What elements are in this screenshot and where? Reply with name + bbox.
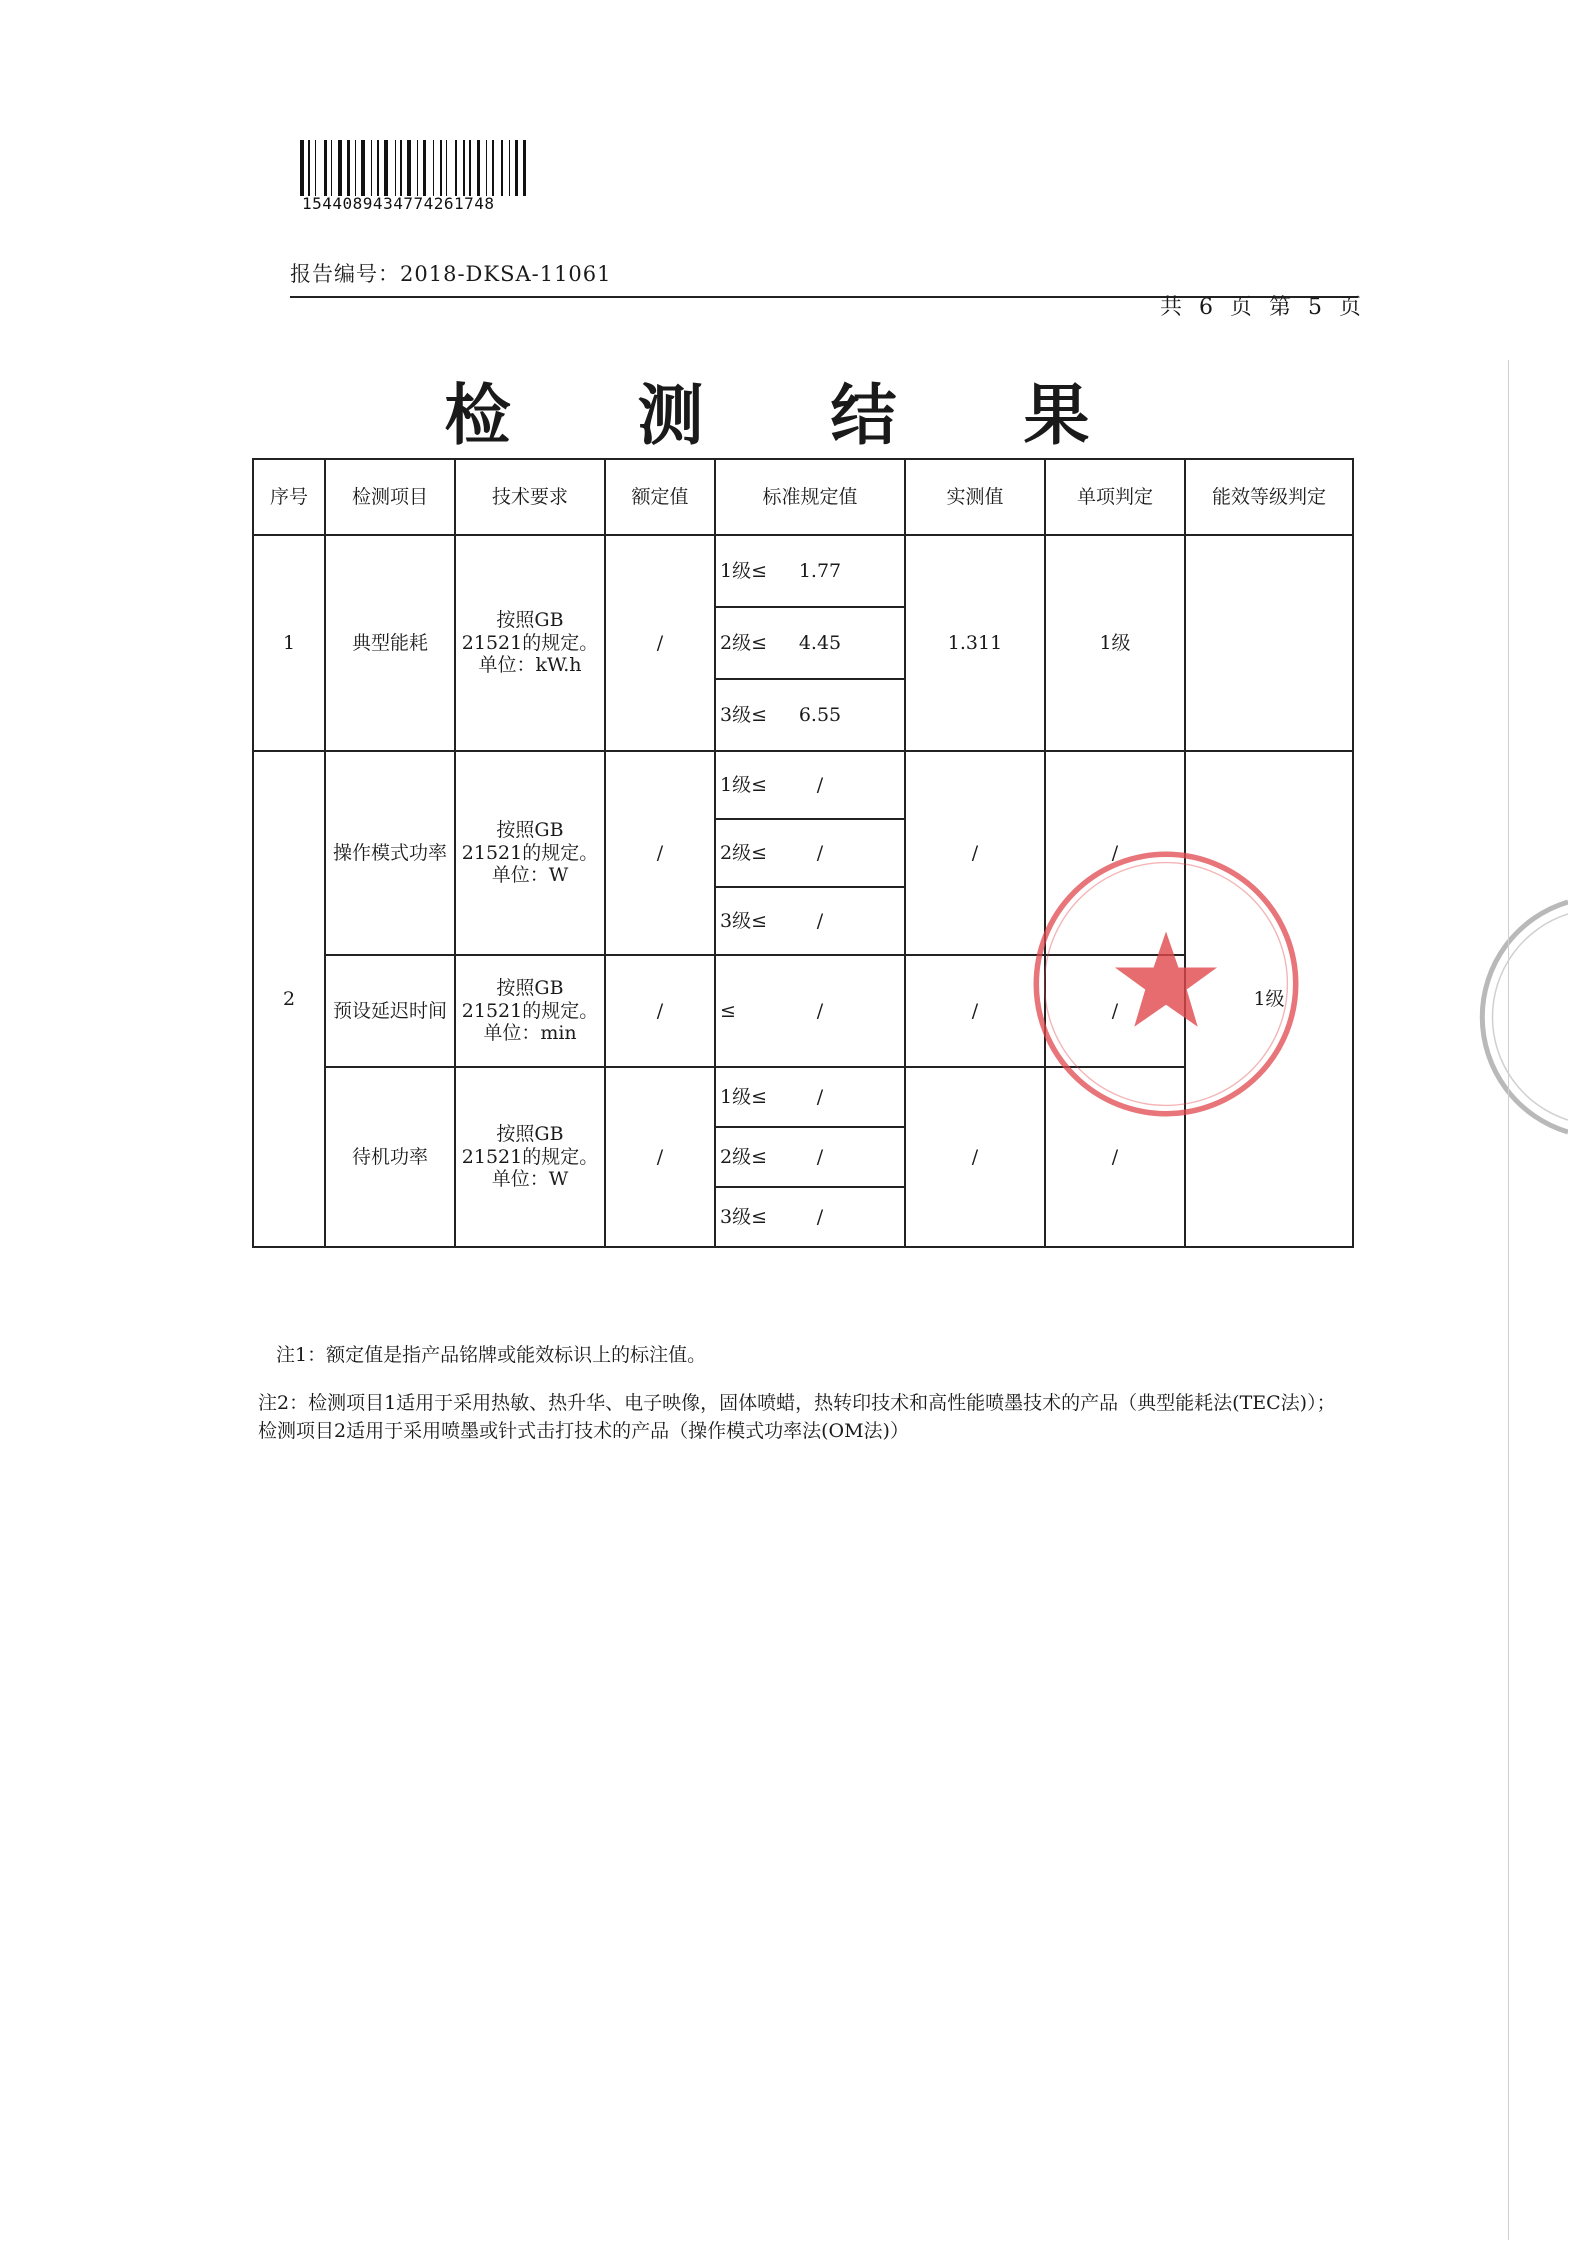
- barcode-bar: [505, 140, 506, 196]
- standard-cell: [715, 819, 905, 887]
- barcode-bar: [315, 140, 316, 196]
- barcode: [300, 140, 532, 196]
- barcode-bar: [511, 140, 513, 196]
- note-2: 注2：检测项目1适用于采用热敏、热升华、电子映像，固体喷蜡，热转印技术和高性能喷墨技术的产品（典型能耗法(TEC法)）；检测项目2适用于采用喷墨或针式击打技术的产品（操作模式功率法(OM法)）: [258, 1392, 1336, 1442]
- note-1: 注1：额定值是指产品铭牌或能效标识上的标注值。: [276, 1344, 707, 1366]
- barcode-bar: [419, 140, 421, 196]
- barcode-bar: [521, 140, 522, 196]
- barcode-bar: [417, 140, 418, 196]
- standard-value: /: [816, 841, 824, 864]
- item-name: 预设延迟时间: [325, 955, 455, 1067]
- page-title: 检 测 结 果: [444, 377, 1142, 454]
- header-seq: 序号: [253, 459, 325, 535]
- requirement-line: 单位：kW.h: [478, 654, 582, 677]
- header-standard: 标准规定值: [715, 459, 905, 535]
- barcode-bar: [324, 140, 326, 196]
- barcode-bar: [482, 140, 483, 196]
- requirement-line: 21521的规定。: [461, 631, 599, 654]
- barcode-bar: [501, 140, 503, 196]
- standard-cell: [715, 1127, 905, 1187]
- measured-cell: 1.311: [905, 535, 1045, 751]
- standard-level: 2级≤: [720, 841, 768, 864]
- page-info: 共 6 页 第 5 页: [1160, 295, 1366, 320]
- requirement-line: 21521的规定。: [461, 999, 599, 1022]
- barcode-bar: [528, 140, 529, 196]
- standard-value: /: [816, 1205, 824, 1228]
- seq-cell: 1: [253, 535, 325, 751]
- barcode-bar: [413, 140, 414, 196]
- rated-cell: /: [605, 751, 715, 955]
- barcode-bar: [390, 140, 392, 196]
- standard-level: 1级≤: [720, 559, 768, 582]
- requirement-line: 按照GB: [496, 1122, 564, 1145]
- barcode-bar: [496, 140, 500, 196]
- table-row: [253, 751, 1353, 819]
- standard-cell: [715, 535, 905, 607]
- rated-cell: /: [605, 535, 715, 751]
- standard-cell: [715, 955, 905, 1067]
- judgement-cell: /: [1045, 751, 1185, 955]
- barcode-bar: [305, 140, 306, 196]
- standard-level: 3级≤: [720, 1205, 768, 1228]
- barcode-bar: [347, 140, 349, 196]
- barcode-bar: [344, 140, 345, 196]
- barcode-bar: [433, 140, 434, 196]
- barcode-number: 1544089434774261748: [302, 194, 495, 213]
- requirement-line: 按照GB: [496, 818, 564, 841]
- barcode-bar: [407, 140, 411, 196]
- barcode-bar: [450, 140, 454, 196]
- barcode-bar: [443, 140, 444, 196]
- rated-cell: /: [605, 955, 715, 1067]
- requirement-cell: [455, 955, 605, 1067]
- requirement-line: 单位：W: [491, 1168, 569, 1191]
- standard-cell: [715, 1187, 905, 1247]
- standard-level: 1级≤: [720, 1085, 768, 1108]
- header-grade: 能效等级判定: [1185, 459, 1353, 535]
- barcode-bar: [428, 140, 432, 196]
- judgement-cell: /: [1045, 1067, 1185, 1247]
- final-grade-cell: 1级: [1185, 751, 1353, 1247]
- standard-value: /: [816, 999, 824, 1022]
- barcode-bar: [395, 140, 396, 196]
- barcode-bar: [382, 140, 383, 196]
- company-seal: [1028, 846, 1304, 1122]
- judgement-cell: /: [1045, 955, 1185, 1067]
- header-requirement: 技术要求: [455, 459, 605, 535]
- barcode-bar: [509, 140, 510, 196]
- item-name: 待机功率: [325, 1067, 455, 1247]
- barcode-bar: [377, 140, 379, 196]
- report-number: 报告编号：2018-DKSA-11061: [290, 262, 612, 286]
- header-rated: 额定值: [605, 459, 715, 535]
- standard-cell: [715, 679, 905, 751]
- requirement-line: 单位：min: [483, 1022, 577, 1045]
- standard-level: 1级≤: [720, 773, 768, 796]
- barcode-bar: [318, 140, 322, 196]
- barcode-bar: [373, 140, 375, 196]
- requirement-cell: [455, 1067, 605, 1247]
- barcode-bar: [459, 140, 460, 196]
- barcode-bar: [436, 140, 437, 196]
- header-item: 检测项目: [325, 459, 455, 535]
- barcode-bar: [308, 140, 310, 196]
- barcode-bar: [384, 140, 388, 196]
- requirement-line: 按照GB: [496, 608, 564, 631]
- barcode-bar: [446, 140, 447, 196]
- standard-level: 2级≤: [720, 631, 768, 654]
- requirement-line: 按照GB: [496, 976, 564, 999]
- judgement-cell: 1级: [1045, 535, 1185, 751]
- barcode-bar: [523, 140, 527, 196]
- barcode-bar: [355, 140, 356, 196]
- barcode-bar: [400, 140, 402, 196]
- barcode-bar: [397, 140, 398, 196]
- measured-cell: /: [905, 955, 1045, 1067]
- standard-level: ≤: [720, 999, 736, 1022]
- measured-cell: /: [905, 1067, 1045, 1247]
- seq-cell: 2: [253, 751, 325, 1247]
- standard-cell: [715, 751, 905, 819]
- paging-seal: [1418, 892, 1568, 1142]
- barcode-bar: [335, 140, 337, 196]
- barcode-bar: [328, 140, 329, 196]
- barcode-bar: [486, 140, 487, 196]
- barcode-bar: [367, 140, 368, 196]
- standard-cell: [715, 607, 905, 679]
- barcode-bar: [488, 140, 490, 196]
- barcode-bar: [515, 140, 517, 196]
- requirement-cell: [455, 751, 605, 955]
- barcode-bar: [466, 140, 467, 196]
- requirement-line: 21521的规定。: [461, 841, 599, 864]
- requirement-cell: [455, 535, 605, 751]
- item-name: 典型能耗: [325, 535, 455, 751]
- barcode-bar: [477, 140, 481, 196]
- standard-value: 1.77: [798, 559, 842, 582]
- standard-cell: [715, 1067, 905, 1127]
- barcode-bar: [423, 140, 425, 196]
- barcode-bar: [469, 140, 470, 196]
- rated-cell: /: [605, 1067, 715, 1247]
- standard-value: /: [816, 1085, 824, 1108]
- measured-cell: /: [905, 751, 1045, 955]
- grade-cell-empty: [1185, 535, 1353, 751]
- standard-level: 3级≤: [720, 703, 768, 726]
- standard-value: /: [816, 909, 824, 932]
- barcode-bar: [361, 140, 365, 196]
- barcode-bar: [492, 140, 493, 196]
- standard-level: 2级≤: [720, 1145, 768, 1168]
- scan-edge-line: [1508, 360, 1509, 2240]
- barcode-bar: [473, 140, 475, 196]
- standard-value: /: [816, 773, 824, 796]
- barcode-bar: [463, 140, 465, 196]
- barcode-bar: [351, 140, 353, 196]
- barcode-bar: [440, 140, 442, 196]
- header-row: [253, 459, 1353, 535]
- barcode-bar: [338, 140, 342, 196]
- barcode-bar: [313, 140, 314, 196]
- item-name: 操作模式功率: [325, 751, 455, 955]
- standard-value: 4.45: [798, 631, 842, 654]
- standard-value: /: [816, 1145, 824, 1168]
- barcode-bar: [331, 140, 332, 196]
- barcode-bar: [371, 140, 372, 196]
- standard-level: 3级≤: [720, 909, 768, 932]
- barcode-bar: [359, 140, 360, 196]
- barcode-bar: [405, 140, 406, 196]
- standard-cell: [715, 887, 905, 955]
- requirement-line: 单位：W: [491, 864, 569, 887]
- requirement-line: 21521的规定。: [461, 1145, 599, 1168]
- header-measured: 实测值: [905, 459, 1045, 535]
- header-judgement: 单项判定: [1045, 459, 1185, 535]
- standard-value: 6.55: [798, 703, 842, 726]
- barcode-bar: [300, 140, 304, 196]
- barcode-bar: [455, 140, 457, 196]
- table-row: [253, 535, 1353, 607]
